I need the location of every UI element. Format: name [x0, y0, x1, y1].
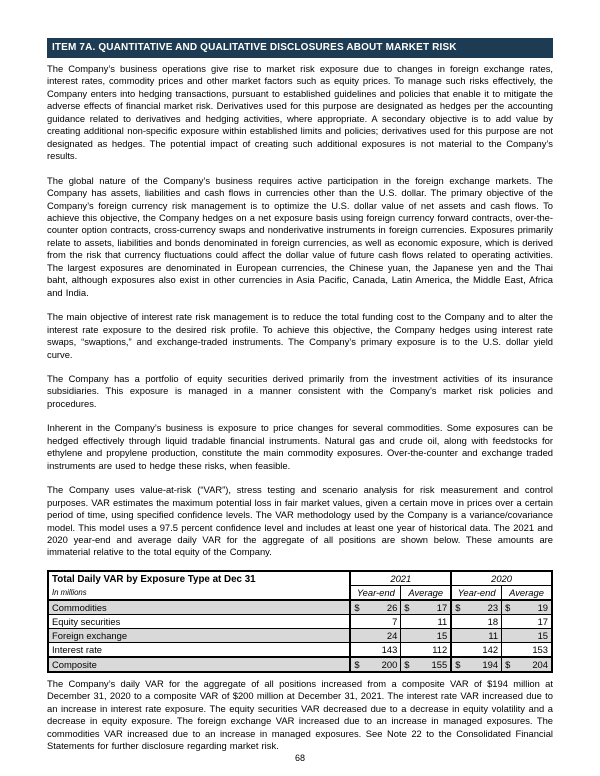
col-header-average-2021: Average: [401, 585, 451, 600]
value-cell: $ 200: [350, 657, 400, 672]
item-header-title: ITEM 7A. QUANTITATIVE AND QUALITATIVE DISCLOSURES ABOUT MARKET RISK: [52, 42, 457, 53]
value-cell: 11: [451, 628, 501, 642]
table-title-cell: [48, 571, 350, 600]
value-cell: $ 17: [401, 600, 451, 615]
year-header-2020: 2020: [451, 571, 552, 586]
value-cell: 153: [502, 642, 552, 657]
row-label: Foreign exchange: [48, 628, 350, 642]
dollar-sign: $: [354, 601, 360, 613]
value-cell: 11: [401, 614, 451, 628]
paragraph-7: The Company’s daily VAR for the aggregate of all positions increased from a composite VAR of $194 million at December 31, 2020 to a composite VAR of $200 million at December 31, 2021. The interest rate VAR increased due to an increase in interest rate exposure. The equity securities VAR decreased due to a decrease in equity volatility and a decrease in equity exposure. The foreign exchange VAR increased due to an increase in managed exposures. The commodities VAR increased due to an increase in managed exposures. See Note 22 to the Consolidated Financial Statements for further disclosure regarding market risk.: [47, 677, 553, 752]
value-cell: $ 23: [451, 600, 501, 615]
paragraph-1: The Company’s business operations give rise to market risk exposure due to changes in foreign exchange rates, interest rates, commodity prices and other market factors such as equity prices. To manage such risks effectively, the Company enters into hedging transactions, pursuant to established guidelines and policies that enable it to mitigate the adverse effects of financial market risk. Derivatives used for this purpose are designated as hedges per the accounting guidance related to derivatives and hedging activities, where appropriate. A secondary objective is to add value by creating additional non-specific exposure within established limits and policies; derivatives used for this purpose are not designated as hedges. The potential impact of creating such additional exposures is not material to the Company’s results.: [47, 63, 553, 162]
value-cell: 18: [451, 614, 501, 628]
paragraph-3: The main objective of interest rate risk management is to reduce the total funding cost to the Company and to alter the interest rate exposure to the desired risk profile. To achieve this objective, the Company hedges using interest rate swaps, “swaptions,” and exchange-traded instruments. The Company’s primary exposure is to the U.S. dollar yield curve.: [47, 311, 553, 360]
table-header-row: [48, 571, 552, 586]
item-header-bar: [47, 38, 553, 58]
value-cell: $ 204: [502, 657, 552, 672]
dollar-sign: $: [455, 601, 461, 613]
dollar-sign: $: [404, 658, 410, 670]
paragraph-5: Inherent in the Company’s business is exposure to price changes for several commodities. Some exposures can be hedged effectively through liquid tradable financial instruments. Natural gas and crude oil, along with feedstocks for ethylene and propylene production, constitute the main commodity exposures. Over-the-counter and exchange traded instruments are used to hedge these risks, when feasible.: [47, 422, 553, 471]
value-cell: 142: [451, 642, 501, 657]
dollar-sign: $: [455, 658, 461, 670]
paragraph-4: The Company has a portfolio of equity securities derived primarily from the investment activities of its insurance subsidiaries. This exposure is managed in a manner consistent with the Company’s market risk policies and procedures.: [47, 372, 553, 409]
table-row-composite: [48, 657, 552, 672]
row-label: Composite: [48, 657, 350, 672]
table-title: Total Daily VAR by Exposure Type at Dec 31: [52, 573, 256, 585]
table-row-equity-securities: [48, 614, 552, 628]
col-header-yearend-2021: Year-end: [350, 585, 400, 600]
page-number: 68: [294, 753, 305, 763]
value-cell: 24: [350, 628, 400, 642]
col-header-yearend-2020: Year-end: [451, 585, 501, 600]
row-label: Interest rate: [48, 642, 350, 657]
year-header-2021: 2021: [350, 571, 451, 586]
value-cell: $ 26: [350, 600, 400, 615]
table-unit-note: In millions: [52, 587, 87, 597]
table-row-interest-rate: [48, 642, 552, 657]
value-cell: 143: [350, 642, 400, 657]
paragraph-6: The Company uses value-at-risk (“VAR”), stress testing and scenario analysis for risk measurement and control purposes. VAR estimates the maximum potential loss in fair market values, given a certain move in prices over a certain period of time, using specified confidence levels. The VAR methodology used by the Company is a variance/covariance model. This model uses a 97.5 percent confidence level and includes at least one year of historical data. The 2021 and 2020 year-end and average daily VAR for the aggregate of all positions are shown below. These amounts are immaterial relative to the total equity of the Company.: [47, 484, 553, 558]
value-cell: 17: [502, 614, 552, 628]
row-label: Equity securities: [48, 614, 350, 628]
row-label: Commodities: [48, 600, 350, 615]
dollar-sign: $: [404, 601, 410, 613]
value-cell: $ 19: [502, 600, 552, 615]
value-cell: $ 194: [451, 657, 501, 672]
value-cell: 112: [401, 642, 451, 657]
dollar-sign: $: [505, 658, 511, 670]
var-table: [47, 570, 553, 673]
value-cell: 7: [350, 614, 400, 628]
value-cell: $ 155: [401, 657, 451, 672]
value-cell: 15: [401, 628, 451, 642]
dollar-sign: $: [505, 601, 511, 613]
body-text: [47, 63, 553, 559]
table-row-foreign-exchange: [48, 628, 552, 642]
closing-text: [47, 678, 553, 753]
table-row-commodities: [48, 600, 552, 615]
paragraph-2: The global nature of the Company’s business requires active participation in the foreign exchange markets. The Company has assets, liabilities and cash flows in currencies other than the U.S. dollar. The primary objective of the Company’s foreign currency risk management is to optimize the U.S. dollar value of net assets and cash flows. To achieve this objective, the Company hedges on a net exposure basis using foreign currency forward contracts, over-the-counter option contracts, cross-currency swaps and nonderivative instruments in foreign currencies. Exposures primarily relate to assets, liabilities and bonds denominated in foreign currencies, as well as economic exposure, which is derived from the risk that currency fluctuations could affect the dollar value of future cash flows related to operating activities. The largest exposures are denominated in European currencies, the Chinese yuan, the Japanese yen and the Thai baht, although exposures also exist in other currencies in Asia Pacific, Canada, Latin America, the Middle East, Africa and India.: [47, 174, 553, 298]
value-cell: 15: [502, 628, 552, 642]
col-header-average-2020: Average: [502, 585, 552, 600]
dollar-sign: $: [354, 658, 360, 670]
